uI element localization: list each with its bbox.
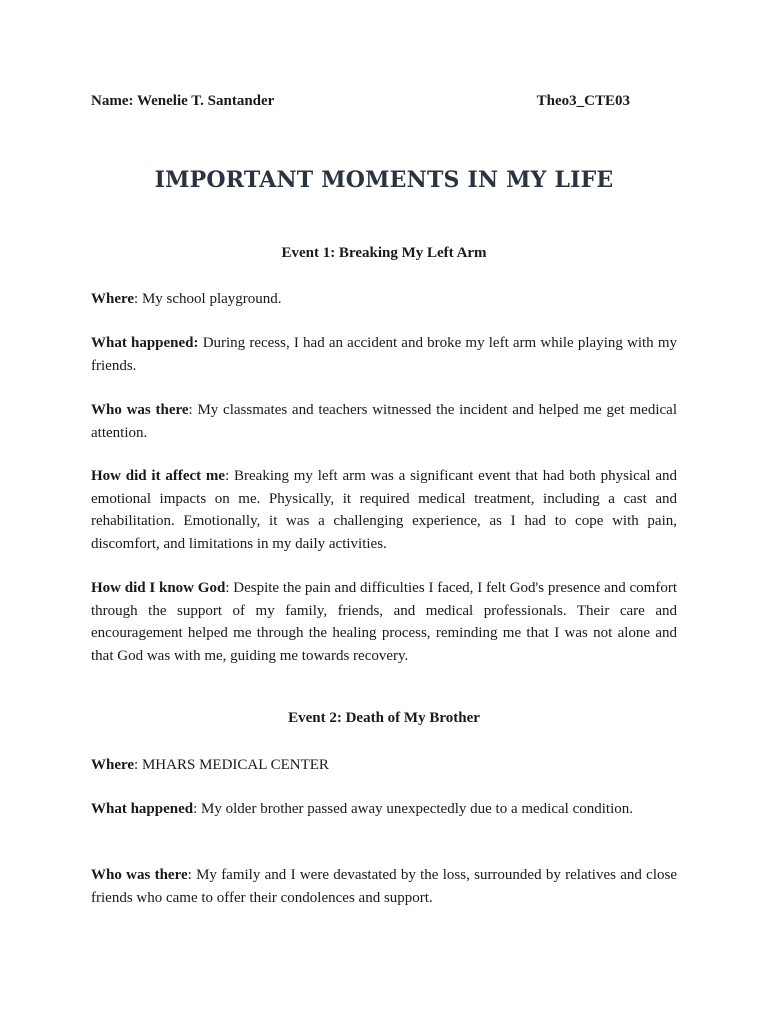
event1-who (91, 399, 677, 444)
event1-where (91, 288, 677, 311)
event2-where-label: Where (91, 757, 135, 773)
event1-affect-text: : Breaking my left arm was a significant event that had both physical and emotional impacts on me. Physically, it required medical treatment, including a cast and rehabilitation. Emotionally, it was a challenging experience, as I had to cope with pain, discomfort, and limitations in my daily activities. (91, 468, 677, 552)
event2-who-label: Who was there (91, 867, 188, 883)
event2-what-label: What happened (91, 801, 194, 817)
event1-what-text: During recess, I had an accident and broke my left arm while playing with my friends. (91, 335, 678, 374)
event1-god (91, 577, 677, 667)
event1-heading: Event 1: Breaking My Left Arm (281, 245, 487, 261)
event1-where-text: : My school playground. (134, 291, 282, 307)
event1-god-text: : Despite the pain and difficulties I faced, I felt God's presence and comfort through the support of my family, friends, and medical professionals. Their care and encouragement helped me through the healing process, reminding me that I was not alone and that God was with me, guiding me towards recovery. (91, 580, 678, 664)
event2-heading: Event 2: Death of My Brother (288, 710, 480, 726)
event2-who (91, 864, 677, 909)
event2-where-text: : MHARS MEDICAL CENTER (134, 757, 329, 773)
event1-god-label: How did I know God (91, 580, 226, 596)
student-name: Name: Wenelie T. Santander (91, 93, 275, 109)
event2-what-text: : My older brother passed away unexpectedly due to a medical condition. (193, 801, 633, 817)
event1-affect-label: How did it affect me (91, 468, 226, 484)
event2-what (91, 798, 677, 821)
event1-where-label: Where (91, 291, 135, 307)
event2-who-text: : My family and I were devastated by the loss, surrounded by relatives and close friends who came to offer their condolences and support. (91, 867, 677, 906)
header-row (91, 93, 630, 110)
event1-affect (91, 465, 677, 555)
event1-what-label: What happened: (91, 335, 199, 351)
course-code: Theo3_CTE03 (536, 93, 630, 109)
event1-who-label: Who was there (91, 402, 189, 418)
event2-where (91, 754, 677, 777)
event1-what (91, 332, 677, 377)
event1-who-text: : My classmates and teachers witnessed the incident and helped me get medical attention. (91, 402, 677, 441)
page-title: IMPORTANT MOMENTS IN MY LIFE (154, 167, 614, 193)
